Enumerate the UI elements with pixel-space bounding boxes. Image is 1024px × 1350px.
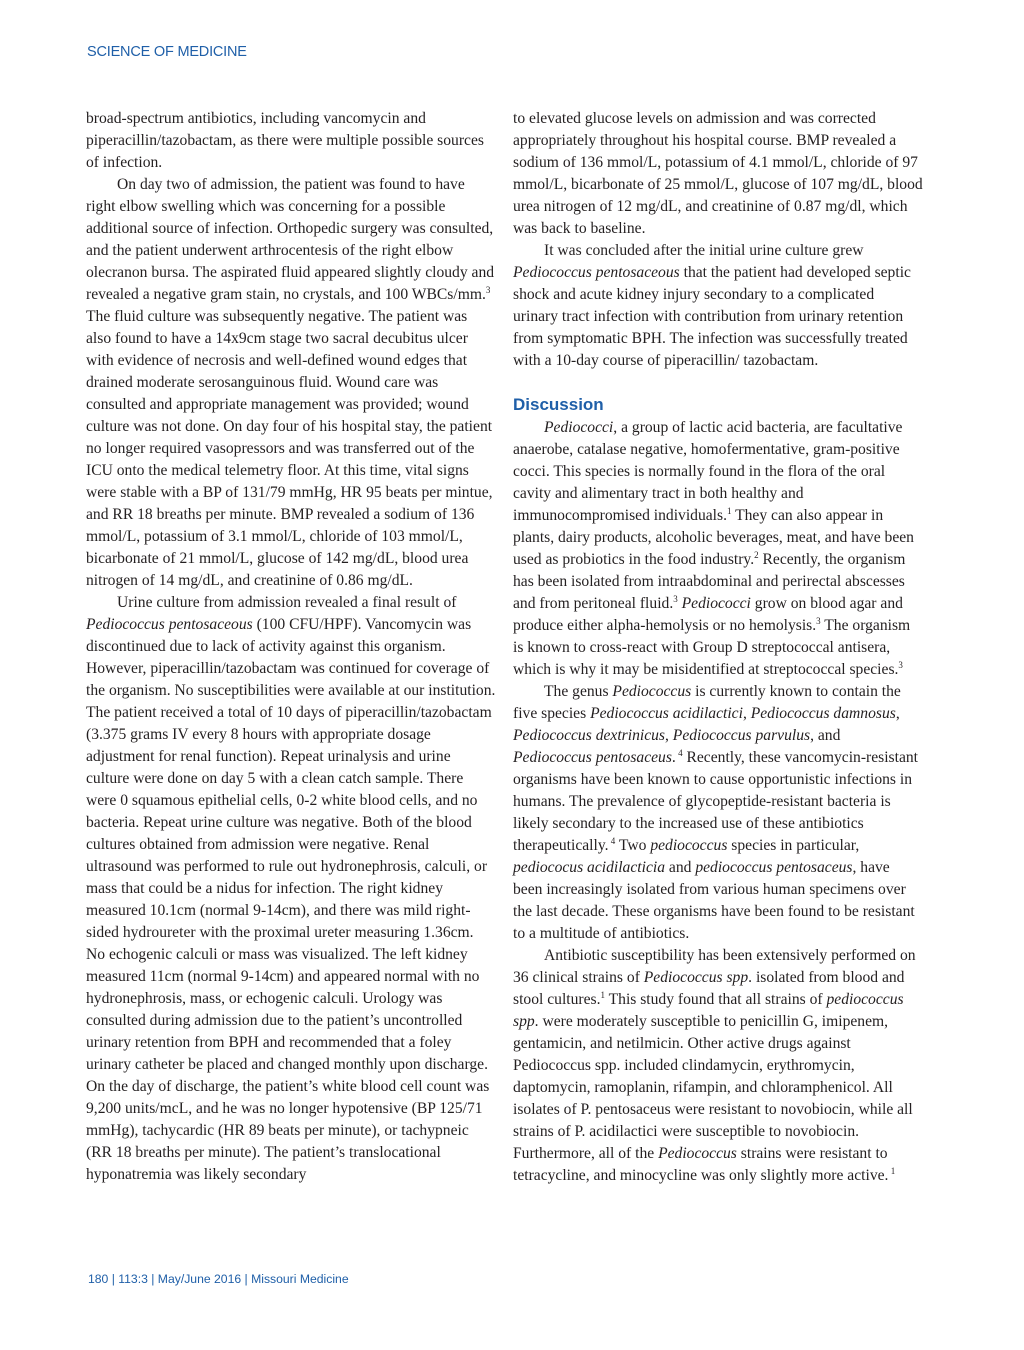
paragraph: to elevated glucose levels on admission and was corrected appropriately throughout his hospital course. BMP revealed a sodium of 136 mmol/L, potassium of 4.1 mmol/L, chloride of 97 mmol/L, bicarbonate of 25 mmol/L, glucose of 107 mg/dL, blood urea nitrogen of 12 mg/dL, and creatinine of 0.87 mg/dl, which was back to baseline. <box>513 110 923 237</box>
paragraph: Urine culture from admission revealed a final result of Pediococcus pentosaceous (100 CFU/HPF). Vancomycin was discontinued due to lack of activity against this organism. However, piperacillin/tazobactam was continued for coverage of the organism. No susceptibilities were available at our institution. The patient received a total of 10 days of piperacillin/tazobactam (3.375 grams IV every 8 hours with appropriate dosage adjustment for renal function). Repeat urinalysis and urine culture were done on day 5 with a clean catch sample. There were 0 squamous epithelial cells, 0-2 white blood cells, and no bacteria. Repeat urine culture was negative. Both of the blood cultures obtained from admission were negative. Renal ultrasound was performed to rule out hydronephrosis, calculi, or mass that could be a nidus for infection. The right kidney measured 10.1cm (normal 9-14cm), and there was mild right-sided hydroureter with the proximal ureter measuring 1.36cm. No echogenic calculi or mass was visualized. The left kidney measured 11cm (normal 9-14cm) and appeared normal with no hydronephrosis, mass, or echogenic calculi. Urology was consulted during admission due to the patient’s uncontrolled urinary retention from BPH and recommended that a foley urinary catheter be placed and changed monthly upon discharge. On the day of discharge, the patient’s white blood cell count was 9,200 units/mcL, and he was no longer hypotensive (BP 125/71 mmHg), tachycardic (HR 89 beats per minute), or tachypneic (RR 18 breaths per minute). The patient’s translocational hyponatremia was likely secondary <box>86 594 496 1183</box>
paragraph: broad-spectrum antibiotics, including vancomycin and piperacillin/tazobactam, as there were multiple possible sources of infection. <box>86 110 484 171</box>
paragraph: On day two of admission, the patient was found to have right elbow swelling which was concerning for a possible additional source of infection. Orthopedic surgery was consulted, and the patient underwent arthrocentesis of the right elbow olecranon bursa. The aspirated fluid appeared slightly cloudy and revealed a negative gram stain, no crystals, and 100 WBCs/mm.$^3$ The fluid culture was subsequently negative. The patient was also found to have a 14x9cm stage two sacral decubitus ulcer with evidence of necrosis and well-defined wound edges that drained moderate serosanguinous fluid. Wound care was consulted and appropriate management was provided; wound culture was not done. On day four of his hospital stay, the patient no longer required vasopressors and was transferred out of the ICU onto the medical telemetry floor. At this time, vital signs were stable with a BP of 131/79 mmHg, HR 95 beats per mintue, and RR 18 breaths per minute. BMP revealed a sodium of 136 mmol/L, potassium of 3.1 mmol/L, chloride of 103 mmol/L, bicarbonate of 21 mmol/L, glucose of 142 mg/dL, blood urea nitrogen of 14 mg/dL, and creatinine of 0.86 mg/dL. <box>86 176 495 589</box>
paragraph: Antibiotic susceptibility has been extensively performed on 36 clinical strains of Pediococcus spp. isolated from blood and stool cultures.$^1$ This study found that all strains of pediococcus spp. were moderately susceptible to penicillin G, imipenem, gentamicin, and netilmicin. Other active drugs against Pediococcus spp. included clindamycin, erythromycin, daptomycin, ramoplanin, rifampin, and chloramphenicol. All isolates of P. pentosaceus were resistant to novobiocin, while all strains of P. acidilactici were susceptible to novobiocin. Furthermore, all of the Pediococcus strains were resistant to tetracycline, and minocycline was only slightly more active. $^1$ <box>513 947 916 1184</box>
paragraph: The genus Pediococcus is currently known to contain the five species Pediococcus acidilactici, Pediococcus damnosus, Pediococcus dextrinicus, Pediococcus parvulus, and Pediococcus pentosaceus. $^4$ Recently, these vancomycin-resistant organisms have been known to cause opportunistic infections in humans. The prevalence of glycopeptide-resistant bacteria is likely secondary to the increased use of these antibiotics therapeutically. $^4$ Two pediococcus species in particular, pediococus acidilacticia and pediococcus pentosaceus, have been increasingly isolated from various human specimens over the last decade. These organisms have been found to be resistant to a multitude of antibiotics. <box>513 683 918 942</box>
right-column <box>513 108 923 1187</box>
left-column <box>86 108 496 1186</box>
paragraph: It was concluded after the initial urine culture grew Pediococcus pentosaceous that the patient had developed septic shock and acute kidney injury secondary to a complicated urinary tract infection with contribution from urinary retention from symptomatic BPH. The infection was successfully treated with a 10-day course of piperacillin/ tazobactam. <box>513 242 911 369</box>
page-footer: 180 | 113:3 | May/June 2016 | Missouri Medicine <box>88 1272 349 1286</box>
section-header: SCIENCE OF MEDICINE <box>87 44 247 60</box>
section-heading-discussion: Discussion <box>513 395 604 414</box>
paragraph: Pediococci, a group of lactic acid bacteria, are facultative anaerobe, catalase negative, homofermentative, gram-positive cocci. This species is normally found in the flora of the oral cavity and alimentary tract in both healthy and immunocompromised individuals.$^1$ They can also appear in plants, dairy products, alcoholic beverages, meat, and have been used as probiotics in the food industry.$^2$ Recently, the organism has been isolated from intraabdominal and perirectal abscesses and from peritoneal fluid.$^3$ Pediococci grow on blood agar and produce either alpha-hemolysis or no hemolysis.$^3$ The organism is known to cross-react with Group D streptococcal antisera, which is why it may be misidentified at streptococcal species.$^3$ <box>513 419 914 678</box>
